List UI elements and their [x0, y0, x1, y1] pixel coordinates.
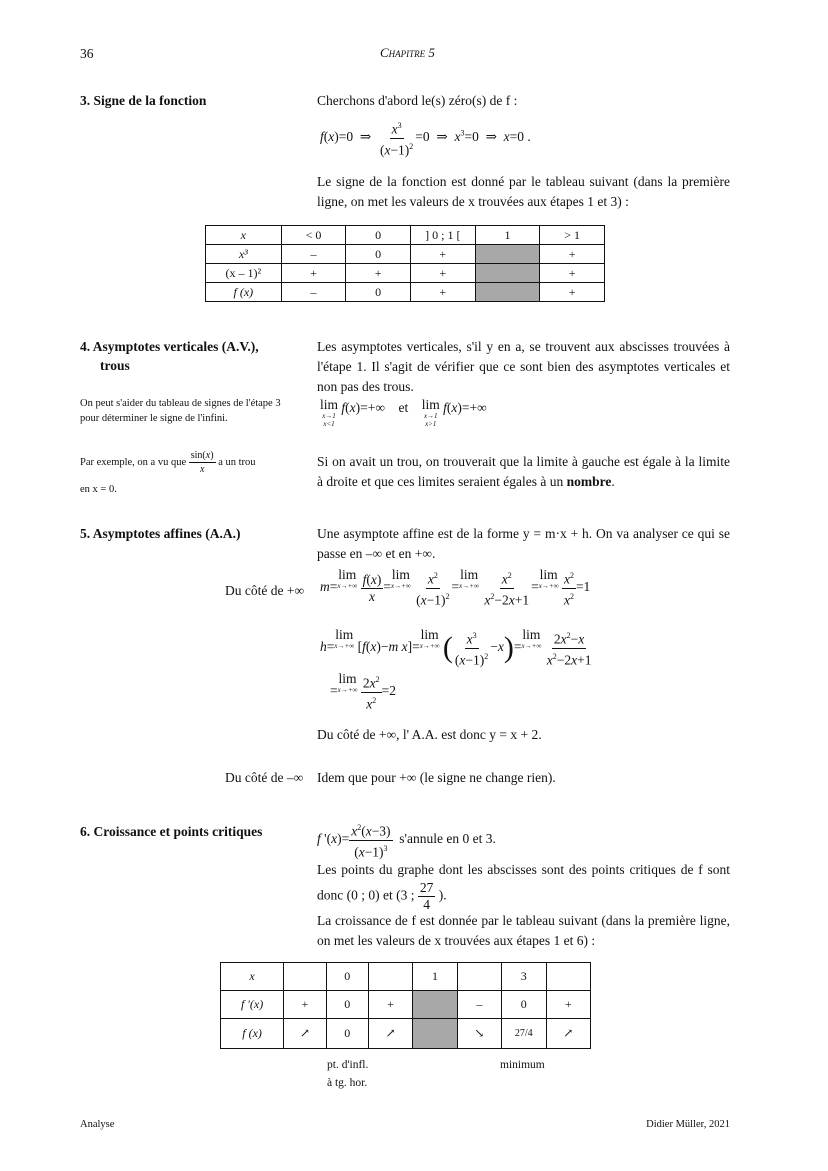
s6-text2: La croissance de f est donnée par le tableau suivant (dans la première ligne, on met les valeurs de x trouvées aux étapes 1 et 6) :	[317, 913, 730, 948]
s3-zero-equation: f(x)=0 ⇒ $\frac{x^3}{(x-1)^2}$ =0 ⇒ $x^3=0$ ⇒ x=0 .	[320, 118, 531, 158]
s6-note-minimum: minimum	[500, 1059, 545, 1071]
s5-minus-text: Idem que pour +∞ (le signe ne change rien).	[317, 770, 556, 785]
s4-text2: Si on avait un trou, on trouverait que la limite à gauche est égale à la limite à droite et que ces limites seraient égales à un nombre.	[317, 454, 730, 489]
increasing-arrow: ↗	[368, 1019, 412, 1049]
section-5-title: 5. Asymptotes affines (A.A.)	[80, 526, 241, 541]
s4-side-note1: On peut s'aider du tableau de signes de l'étape 3 pour déterminer le signe de l'infini.	[80, 398, 281, 424]
section-4-title-line1: 4. Asymptotes verticales (A.V.),	[80, 339, 259, 354]
s5-h-result: = lim x→+∞ $\frac{2x^2}{x^2}$ =2	[330, 671, 396, 711]
table-row: x³ – 0 + +	[206, 245, 605, 264]
table-row: x < 0 0 ] 0 ; 1 [ 1 > 1	[206, 226, 605, 245]
chapter-title: Chapitre 5	[380, 45, 435, 60]
s6-text1: Les points du graphe dont les abscisses sont des points critiques de f sont donc (0 ; 0) et (3 ; $\frac{27}{4}$ ).	[317, 862, 730, 912]
footer-right: Didier Müller, 2021	[646, 1119, 730, 1130]
s5-side-plus: Du côté de +∞	[225, 583, 305, 598]
table-row: f (x) – 0 + +	[206, 283, 605, 302]
section-3-title: 3. Signe de la fonction	[80, 93, 207, 108]
footer-left: Analyse	[80, 1119, 115, 1130]
section-4-title-line2: trous	[100, 358, 130, 373]
decreasing-arrow: ↘	[457, 1019, 501, 1049]
sign-table	[205, 225, 605, 302]
variation-table	[220, 962, 591, 1049]
table-row: f '(x) + 0 + – 0 +	[221, 991, 591, 1019]
s5-m-equation: m= lim x→+∞ $\frac{f(x)}{x}$ = lim x→+∞ $\frac{x^2}{(x-1)^2}$ = lim x→+∞ $\frac{x^2}{x^2-2x+1}$ = lim x→+∞ $\frac{x^2}{x^2}$ =1	[320, 567, 591, 607]
s5-text: Une asymptote affine est de la forme y = m·x + h. On va analyser ce qui se passe en –∞ et en +∞.	[317, 526, 730, 561]
increasing-arrow: ↗	[284, 1019, 326, 1049]
s4-text1: Les asymptotes verticales, s'il y en a, se trouvent aux abscisses trouvées à l'étape 1. Il s'agit de vérifier que ce sont bien des asymptotes verticales et non pas des trous.	[317, 339, 730, 394]
increasing-arrow: ↗	[546, 1019, 590, 1049]
s5-result: Du côté de +∞, l' A.A. est donc y = x + 2.	[317, 727, 542, 742]
s4-side-note2-line2: en x = 0.	[80, 484, 117, 495]
minimum-value: 27/4	[502, 1019, 547, 1049]
table-row: (x – 1)² + + + +	[206, 264, 605, 283]
s3-intro: Cherchons d'abord le(s) zéro(s) de f :	[317, 93, 518, 108]
s6-note-inflexion-1: pt. d'infl.	[327, 1059, 369, 1071]
table-row: x 0 1 3	[221, 963, 591, 991]
s6-note-inflexion-2: à tg. hor.	[327, 1077, 368, 1089]
s4-side-note2: Par exemple, on a vu que $\frac{\sin(x)}{x}$ a un trou	[80, 450, 256, 475]
page-number: 36	[80, 46, 94, 61]
table-row: f (x) ↗ 0 ↗ ↘ 27/4 ↗	[221, 1019, 591, 1049]
s3-text: Le signe de la fonction est donné par le tableau suivant (dans la première ligne, on met les valeurs de x trouvées aux étapes 1 et 3) :	[317, 174, 730, 209]
section-6-title: 6. Croissance et points critiques	[80, 824, 263, 839]
s6-derivative: f '(x)= $\frac{x^2(x-3)}{(x-1)^3}$ s'annule en 0 et 3.	[317, 820, 496, 860]
s4-limits: lim x→1 x<1 f(x)=+∞ et lim x→1 x>1 f(x)=+∞	[320, 397, 487, 428]
s5-h-equation: h= lim x→+∞ [f(x)−m x]= lim x→+∞ ( $\frac{x^3}{(x-1)^2}$ −x)= lim x→+∞ $\frac{2x^2-x}{x^2-2x+1}$	[320, 627, 592, 667]
s5-side-minus: Du côté de –∞	[225, 770, 304, 785]
